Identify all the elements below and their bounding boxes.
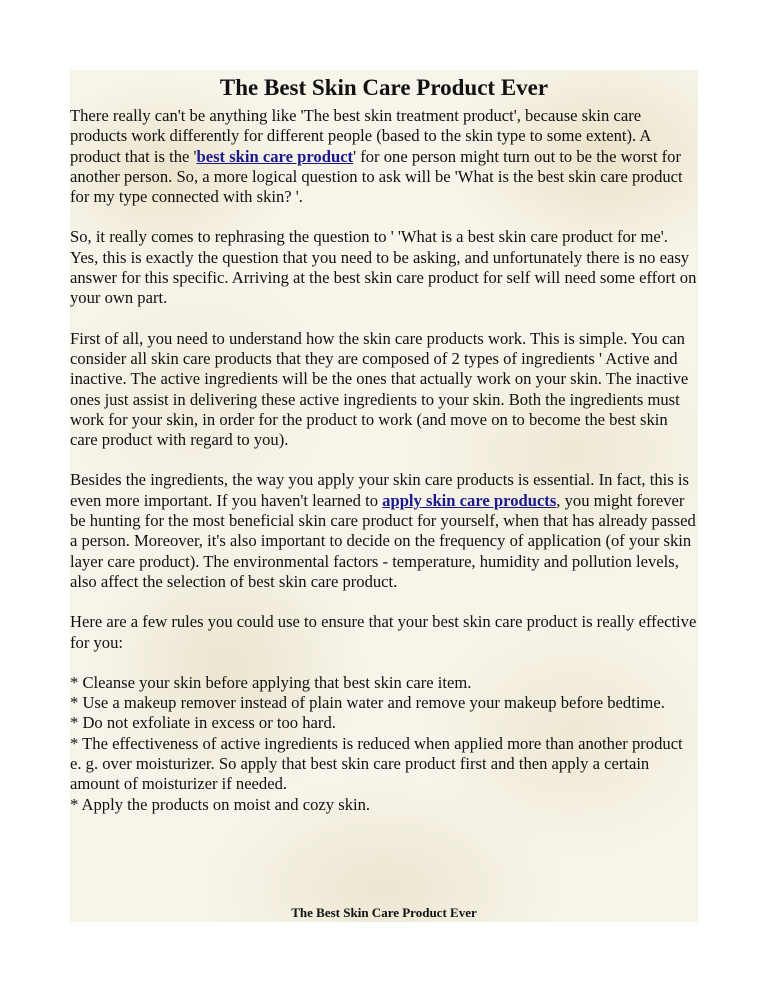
list-item: * Use a makeup remover instead of plain water and remove your makeup before bedtime. <box>70 693 665 713</box>
list-item: * Apply the products on moist and cozy skin. <box>70 794 371 814</box>
paragraph-2: So, it really comes to rephrasing the question to ' 'What is a best skin care product for me'. Yes, this is exactly the question that you need to be asking, and unfortunately there is no easy answer for this specific. Arriving at the best skin care product for self will need some effort on your own part. <box>70 227 697 308</box>
paragraph-1-text-a: There really can't be anything like 'The best skin treatment product', because skin care products work differently for different people (based to the skin type to some extent). A product that is the ' <box>70 106 651 166</box>
rules-list <box>70 673 698 815</box>
best-skin-care-product-link[interactable]: best skin care product <box>196 146 354 166</box>
list-item: * Cleanse your skin before applying that best skin care item. <box>70 672 472 692</box>
document-body <box>70 72 698 815</box>
page-footer: The Best Skin Care Product Ever <box>291 905 477 920</box>
paragraph-4 <box>70 470 698 592</box>
paragraph-1-text-b: ' for one person might turn out to be the worst for another person. So, a more logical question to ask will be 'What is the best skin care product for my type connected with skin? '. <box>70 146 683 207</box>
paragraph-4-text-a: Besides the ingredients, the way you apply your skin care products is essential. In fact, this is even more important. If you haven't learned to <box>70 470 689 510</box>
document-title: The Best Skin Care Product Ever <box>219 75 549 100</box>
paragraph-1 <box>70 106 698 207</box>
apply-skin-care-products-link[interactable]: apply skin care products <box>382 490 557 510</box>
paragraph-4-text-b: , you might forever be hunting for the most beneficial skin care product for yourself, when that has already passed a person. Moreover, it's also important to decide on the frequency of application (of your skin layer care product). The environmental factors - temperature, humidity and pollution levels, also affect the selection of best skin care product. <box>70 490 696 591</box>
list-item: * Do not exfoliate in excess or too hard. <box>70 713 336 733</box>
paragraph-3: First of all, you need to understand how the skin care products work. This is simple. You can consider all skin care products that they are composed of 2 types of ingredients ' Active and inactive. The active ingredients will be the ones that actually work on your skin. The inactive ones just assist in delivering these active ingredients to your skin. Both the ingredients must work for your skin, in order for the product to work (and move on to become the best skin care product with regard to you). <box>70 328 689 450</box>
list-item: * The effectiveness of active ingredients is reduced when applied more than another product e. g. over moisturizer. So apply that best skin care product first and then apply a certain amount of moisturizer if needed. <box>70 733 683 794</box>
paragraph-5: Here are a few rules you could use to ensure that your best skin care product is really effective for you: <box>70 612 697 652</box>
